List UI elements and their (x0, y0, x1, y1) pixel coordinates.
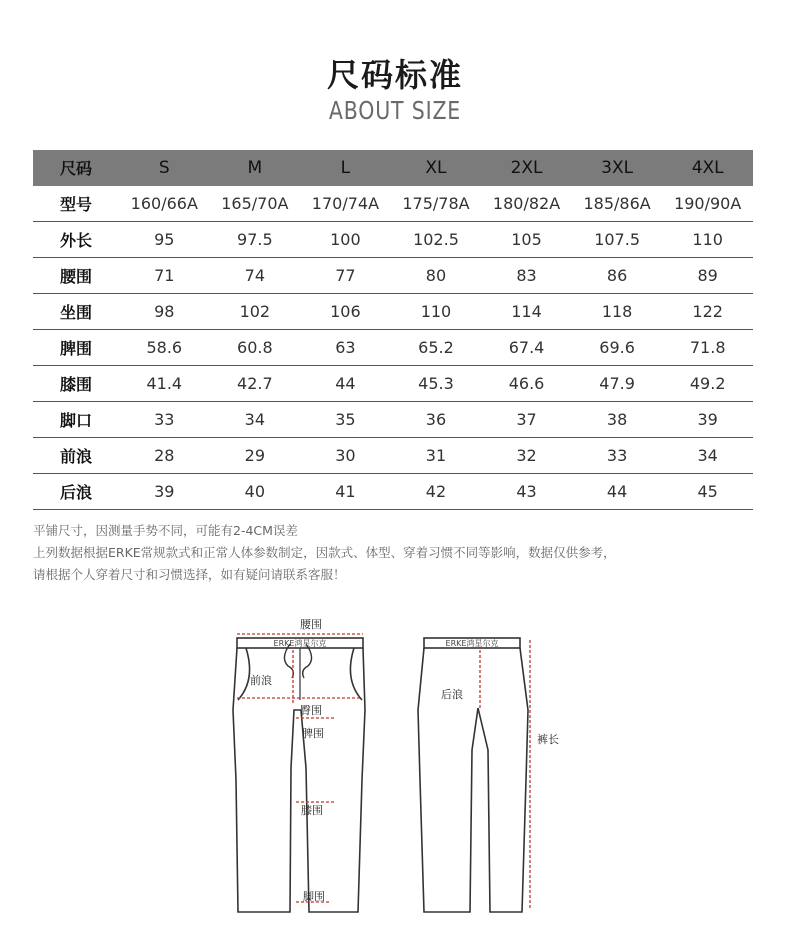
waist-label: 腰围 (300, 618, 322, 631)
size-cell: 105 (481, 222, 572, 258)
size-header-row (33, 150, 753, 186)
size-cell: 86 (572, 258, 663, 294)
size-cell: 110 (391, 294, 482, 330)
knee-label: 膝围 (301, 804, 323, 817)
size-cell: 43 (481, 474, 572, 510)
thigh-label: 脾围 (302, 727, 324, 740)
size-cell: 107.5 (572, 222, 663, 258)
size-cell: 46.6 (481, 366, 572, 402)
size-cell: 114 (481, 294, 572, 330)
size-row-label: 坐围 (33, 294, 119, 330)
size-row-label: 后浪 (33, 474, 119, 510)
size-cell: 33 (572, 438, 663, 474)
size-cell: 34 (210, 402, 301, 438)
size-cell: 41.4 (119, 366, 210, 402)
size-cell: 45.3 (391, 366, 482, 402)
size-cell: 30 (300, 438, 391, 474)
size-cell: 45 (662, 474, 753, 510)
back-rise-label: 后浪 (441, 688, 463, 701)
size-cell: 67.4 (481, 330, 572, 366)
back-pants-outline (418, 648, 528, 912)
size-cell: 37 (481, 402, 572, 438)
size-row (33, 186, 753, 222)
size-cell: 38 (572, 402, 663, 438)
size-cell: 39 (662, 402, 753, 438)
size-header-cell: XL (391, 150, 482, 186)
size-header-corner: 尺码 (33, 150, 119, 186)
size-cell: 100 (300, 222, 391, 258)
size-cell: 63 (300, 330, 391, 366)
size-header-cell: 3XL (572, 150, 663, 186)
size-cell: 71 (119, 258, 210, 294)
size-cell: 106 (300, 294, 391, 330)
size-cell: 42.7 (210, 366, 301, 402)
size-row-label: 腰围 (33, 258, 119, 294)
size-cell: 71.8 (662, 330, 753, 366)
pants-measurement-diagram (0, 600, 790, 930)
size-row (33, 438, 753, 474)
size-cell: 33 (119, 402, 210, 438)
size-header-cell: 4XL (662, 150, 753, 186)
note-line: 平铺尺寸，因测量手势不同，可能有2-4CM误差 (33, 523, 298, 538)
size-cell: 49.2 (662, 366, 753, 402)
size-header-cell: 2XL (481, 150, 572, 186)
front-waistband-text: ERKE鸿星尔克 (273, 639, 327, 648)
size-cell: 28 (119, 438, 210, 474)
note-line: 上列数据根据ERKE常规款式和正常人体参数制定，因款式、体型、穿着习惯不同等影响，数据仅供参考， (33, 545, 616, 560)
size-cell: 32 (481, 438, 572, 474)
size-cell: 175/78A (391, 186, 482, 222)
size-row (33, 402, 753, 438)
size-cell: 36 (391, 402, 482, 438)
size-cell: 165/70A (210, 186, 301, 222)
size-row-label: 膝围 (33, 366, 119, 402)
size-row (33, 258, 753, 294)
size-notes (33, 520, 616, 586)
size-cell: 89 (662, 258, 753, 294)
size-cell: 118 (572, 294, 663, 330)
size-cell: 102.5 (391, 222, 482, 258)
size-cell: 98 (119, 294, 210, 330)
size-cell: 77 (300, 258, 391, 294)
size-row (33, 222, 753, 258)
size-cell: 74 (210, 258, 301, 294)
size-cell: 34 (662, 438, 753, 474)
size-cell: 102 (210, 294, 301, 330)
size-cell: 110 (662, 222, 753, 258)
size-row-label: 前浪 (33, 438, 119, 474)
size-cell: 35 (300, 402, 391, 438)
size-header-cell: M (210, 150, 301, 186)
size-cell: 83 (481, 258, 572, 294)
size-cell: 44 (300, 366, 391, 402)
size-table-body (33, 186, 753, 510)
size-header-cell: S (119, 150, 210, 186)
size-cell: 40 (210, 474, 301, 510)
note-line: 请根据个人穿着尺寸和习惯选择，如有疑问请联系客服！ (33, 567, 346, 582)
hem-label: 脚围 (303, 890, 325, 903)
size-row (33, 474, 753, 510)
size-cell: 65.2 (391, 330, 482, 366)
size-cell: 69.6 (572, 330, 663, 366)
size-row-label: 脚口 (33, 402, 119, 438)
size-cell: 58.6 (119, 330, 210, 366)
size-cell: 170/74A (300, 186, 391, 222)
size-cell: 122 (662, 294, 753, 330)
size-row (33, 366, 753, 402)
front-left-pocket (238, 648, 250, 700)
page-subtitle: ABOUT SIZE (328, 96, 462, 125)
page-title: 尺码标准 (326, 56, 463, 94)
back-pants-drawing (418, 638, 528, 912)
size-cell: 31 (391, 438, 482, 474)
size-cell: 41 (300, 474, 391, 510)
size-cell: 39 (119, 474, 210, 510)
size-table (33, 150, 753, 510)
hip-label: 臀围 (300, 704, 322, 717)
size-cell: 42 (391, 474, 482, 510)
size-cell: 80 (391, 258, 482, 294)
size-cell: 97.5 (210, 222, 301, 258)
size-cell: 95 (119, 222, 210, 258)
size-cell: 160/66A (119, 186, 210, 222)
front-rise-label: 前浪 (250, 674, 272, 687)
size-cell: 180/82A (481, 186, 572, 222)
size-cell: 44 (572, 474, 663, 510)
size-row-label: 脾围 (33, 330, 119, 366)
size-cell: 190/90A (662, 186, 753, 222)
back-waistband-text: ERKE鸿星尔克 (445, 639, 499, 648)
size-row-label: 型号 (33, 186, 119, 222)
drawstring-right (303, 644, 312, 678)
size-header-cell: L (300, 150, 391, 186)
size-cell: 47.9 (572, 366, 663, 402)
drawstring-left (284, 644, 293, 678)
size-cell: 185/86A (572, 186, 663, 222)
size-cell: 29 (210, 438, 301, 474)
size-cell: 60.8 (210, 330, 301, 366)
size-row (33, 330, 753, 366)
front-right-pocket (350, 648, 362, 700)
length-label: 裤长 (537, 733, 559, 746)
front-pants-outline (233, 648, 365, 912)
size-row (33, 294, 753, 330)
size-row-label: 外长 (33, 222, 119, 258)
